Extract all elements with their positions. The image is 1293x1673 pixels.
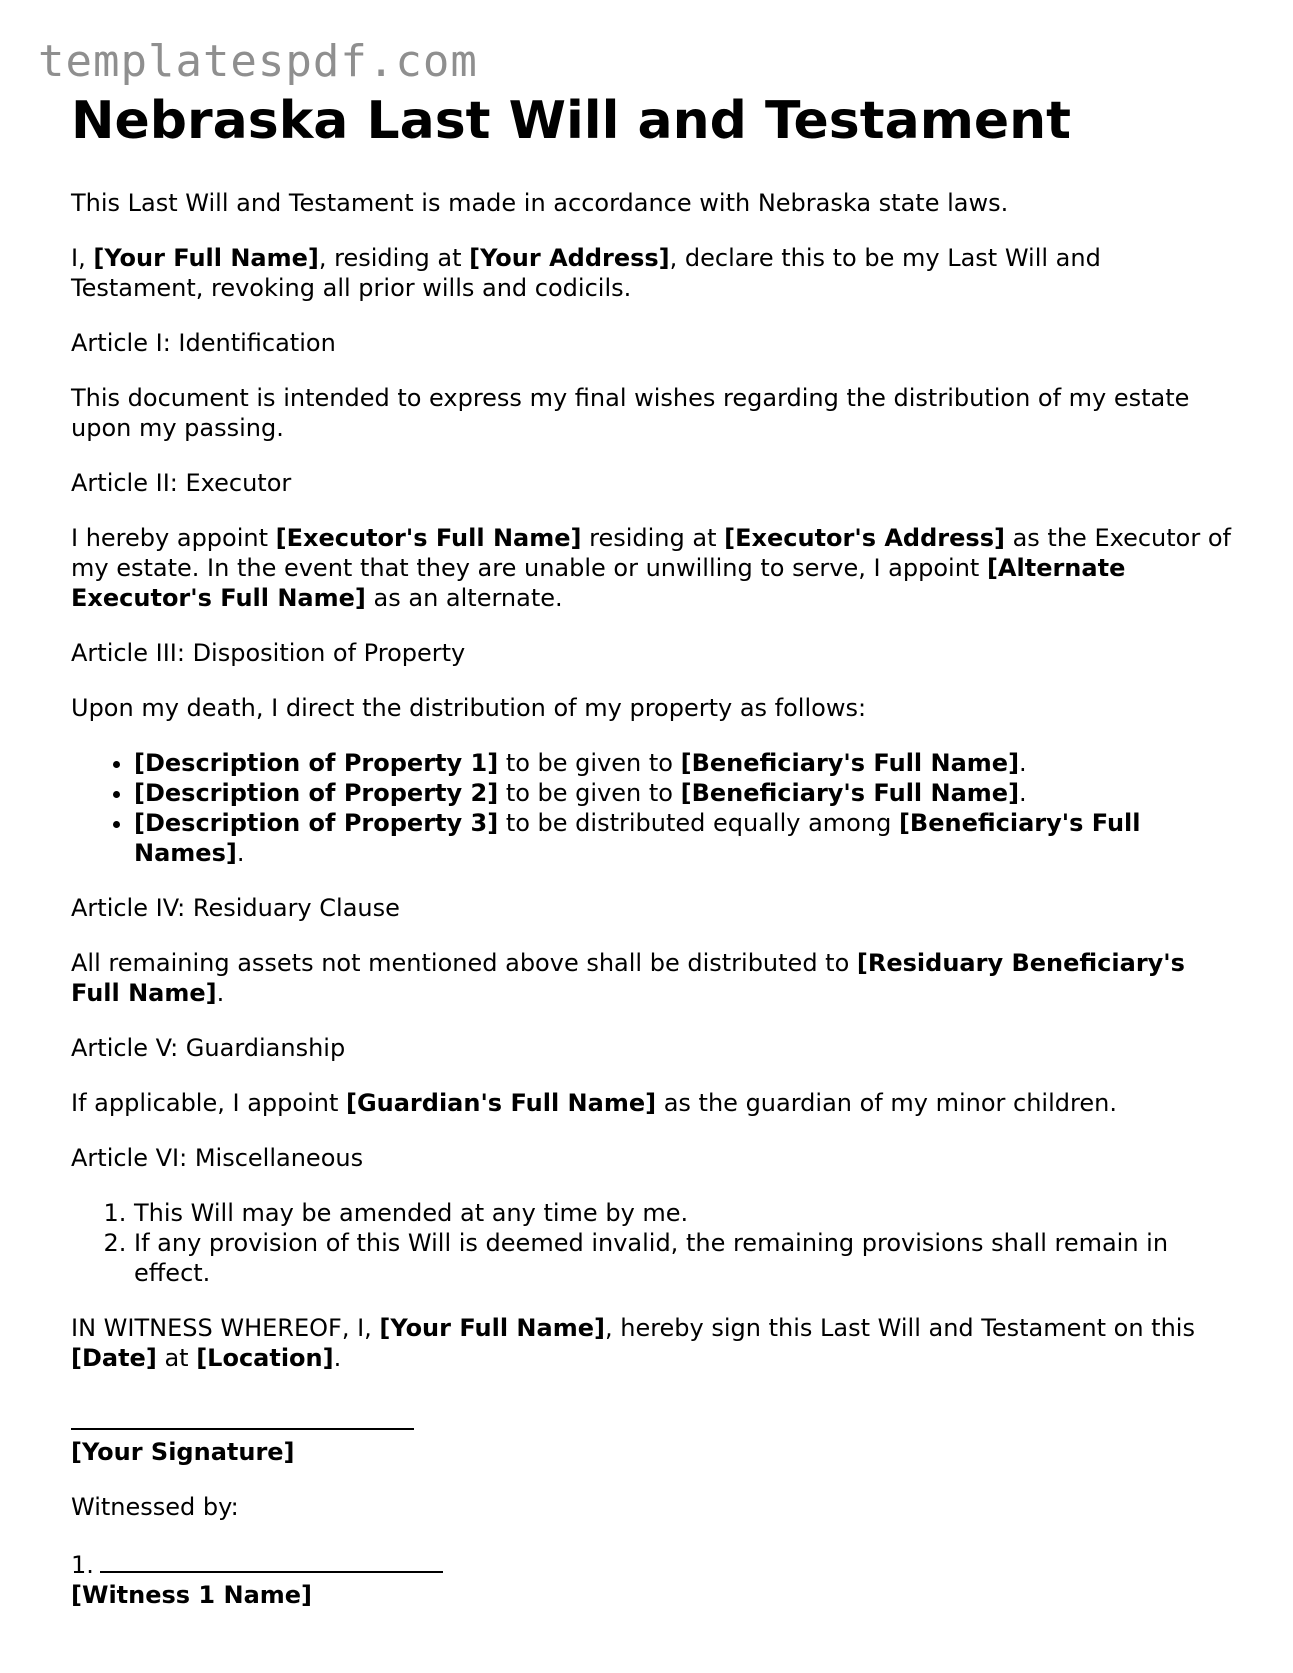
signature-line[interactable] xyxy=(71,1404,414,1430)
witness-1-signature-line[interactable] xyxy=(100,1547,443,1573)
article-5-heading: Article V: Guardianship xyxy=(71,1034,346,1062)
article-2-heading: Article II: Executor xyxy=(71,469,292,497)
article-1-heading: Article I: Identification xyxy=(71,329,336,357)
list-item: 1. This Will may be amended at any time by me. xyxy=(134,1198,1231,1228)
list-item: 2. If any provision of this Will is deemed invalid, the remaining provisions shall remain in effect. xyxy=(134,1228,1231,1288)
witness-1-block xyxy=(71,1547,1231,1610)
list-item: • [Description of Property 1] to be given to [Beneficiary's Full Name]. xyxy=(134,748,1231,778)
placeholder-your-full-name: [Your Full Name] xyxy=(93,244,319,272)
article-6-heading: Article VI: Miscellaneous xyxy=(71,1144,364,1172)
witness-1-label: [Witness 1 Name] xyxy=(71,1581,313,1609)
placeholder-alternate-executor: [Alternate Executor's Full Name] xyxy=(71,554,1126,612)
document-page xyxy=(71,90,1231,1610)
placeholder-date: [Date] xyxy=(71,1344,157,1372)
list-item: • [Description of Property 3] to be distributed equally among [Beneficiary's Full Names]. xyxy=(134,808,1231,868)
article-1-text: This document is intended to express my final wishes regarding the distribution of my estate upon my passing. xyxy=(71,384,1190,442)
article-2-text: I hereby appoint [Executor's Full Name] residing at [Executor's Address] as the Executor of my estate. In the event that they are unable or unwilling to serve, I appoint [Alternate Executor's Full Name] as an alternate. xyxy=(71,524,1231,612)
article-5-text: If applicable, I appoint [Guardian's Full Name] as the guardian of my minor children. xyxy=(71,1089,1117,1117)
placeholder-residuary-beneficiary: [Residuary Beneficiary's Full Name] xyxy=(71,949,1185,1007)
intro-paragraph: This Last Will and Testament is made in accordance with Nebraska state laws. xyxy=(71,189,1009,217)
article-3-heading: Article III: Disposition of Property xyxy=(71,639,466,667)
placeholder-your-address: [Your Address] xyxy=(469,244,670,272)
miscellaneous-list xyxy=(71,1198,1231,1288)
witnessed-by-label: Witnessed by: xyxy=(71,1493,239,1521)
placeholder-executor-address: [Executor's Address] xyxy=(724,524,1005,552)
property-list xyxy=(71,748,1231,868)
witness-clause: IN WITNESS WHEREOF, I, [Your Full Name], hereby sign this Last Will and Testament on this [Date] at [Location]. xyxy=(71,1314,1195,1372)
placeholder-guardian-name: [Guardian's Full Name] xyxy=(345,1089,657,1117)
witness-1-number: 1. xyxy=(71,1551,94,1579)
article-4-text: All remaining assets not mentioned above shall be distributed to [Residuary Beneficiary's Full Name]. xyxy=(71,949,1185,1007)
declaration-paragraph: I, [Your Full Name], residing at [Your Address], declare this to be my Last Will and Testament, revoking all prior wills and codicils. xyxy=(71,244,1101,302)
list-item: • [Description of Property 2] to be given to [Beneficiary's Full Name]. xyxy=(134,778,1231,808)
document-title: Nebraska Last Will and Testament xyxy=(71,91,1072,151)
placeholder-executor-name: [Executor's Full Name] xyxy=(275,524,582,552)
signature-label: [Your Signature] xyxy=(71,1438,295,1466)
article-4-heading: Article IV: Residuary Clause xyxy=(71,894,400,922)
article-3-text: Upon my death, I direct the distribution of my property as follows: xyxy=(71,694,867,722)
placeholder-location: [Location] xyxy=(196,1344,334,1372)
signature-block xyxy=(71,1404,1231,1467)
watermark: templatespdf.com xyxy=(38,36,478,87)
placeholder-your-full-name: [Your Full Name] xyxy=(379,1314,605,1342)
